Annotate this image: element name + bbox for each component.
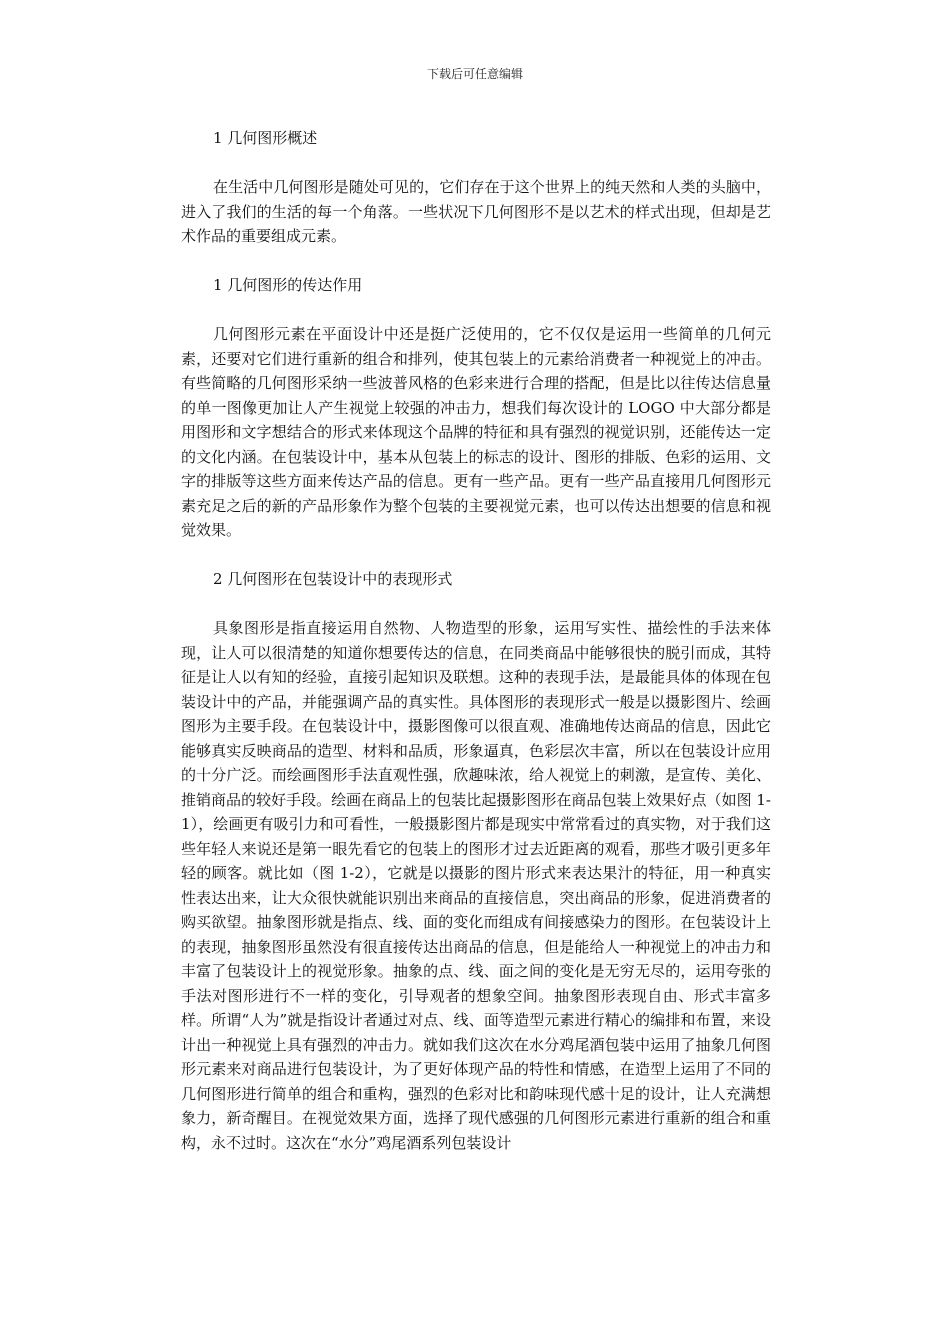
spacer xyxy=(181,592,771,617)
section-paragraph: 具象图形是指直接运用自然物、人物造型的形象，运用写实性、描绘性的手法来体现，让人可以很清楚的知道你想要传达的信息，在同类商品中能够很快的脱引而成，其特征是让人以有知的经验，直接引起知识及联想。这种的表现手法，是最能具体的体现在包装设计中的产品，并能强调产品的真实性。具体图形的表现形式一般是以摄影图片、绘画图形为主要手段。在包装设计中，摄影图像可以很直观、准确地传达商品的信息，因此它能够真实反映商品的造型、材料和品质，形象逼真，色彩层次丰富，所以在包装设计应用的十分广泛。而绘画图形手法直观性强，欣趣味浓，给人视觉上的刺激，是宣传、美化、推销商品的较好手段。绘画在商品上的包装比起摄影图形在商品包装上效果好点（如图 1-1），绘画更有吸引力和可看性，一般摄影图片都是现实中常常看过的真实物，对于我们这些年轻人来说还是第一眼先看它的包装上的图形才过去近距离的观看，那些才吸引更多年轻的顾客。就比如（图 1-2），它就是以摄影的图片形式来表达果汁的特征，用一种真实性表达出来，让大众很快就能识别出来商品的直接信息，突出商品的形象，促进消费者的购买欲望。抽象图形就是指点、线、面的变化而组成有间接感染力的图形。在包装设计上的表现，抽象图形虽然没有很直接传达出商品的信息，但是能给人一种视觉上的冲击力和丰富了包装设计上的视觉形象。抽象的点、线、面之间的变化是无穷无尽的，运用夸张的手法对图形进行不一样的变化，引导观者的想象空间。抽象图形表现自由、形式丰富多样。所谓“人为”就是指设计者通过对点、线、面等造型元素进行精心的编排和布置，来设计出一种视觉上具有强烈的冲击力。就如我们这次在水分鸡尾酒包装中运用了抽象几何图形元素来对商品进行包装设计，为了更好体现产品的特性和情感，在造型上运用了不同的几何图形进行简单的组合和重构，强烈的色彩对比和韵味现代感十足的设计，让人充满想象力，新奇醒目。在视觉效果方面，选择了现代感强的几何图形元素进行重新的组合和重构，永不过时。这次在“水分”鸡尾酒系列包装设计 xyxy=(181,619,771,1152)
spacer xyxy=(181,249,771,274)
section-heading: 1 几何图形的传达作用 xyxy=(213,276,363,294)
section-heading: 2 几何图形在包装设计中的表现形式 xyxy=(213,570,453,588)
spacer xyxy=(181,543,771,568)
page-header-note: 下载后可任意编辑 xyxy=(426,67,523,81)
spacer xyxy=(181,298,771,323)
section-heading: 1 几何图形概述 xyxy=(213,129,318,147)
spacer xyxy=(181,151,771,176)
document-body xyxy=(181,126,771,1155)
section-paragraph: 几何图形元素在平面设计中还是挺广泛使用的，它不仅仅是运用一些简单的几何元素，还要对它们进行重新的组合和排列，使其包装上的元素给消费者一种视觉上的冲击。有些简略的几何图形采纳一些波普风格的色彩来进行合理的搭配，但是比以往传达信息量的单一图像更加让人产生视觉上较强的冲击力，想我们每次设计的 LOGO 中大部分都是用图形和文字想结合的形式来体现这个品牌的特征和具有强烈的视觉识别，还能传达一定的文化内涵。在包装设计中，基本从包装上的标志的设计、图形的排版、色彩的运用、文字的排版等这些方面来传达产品的信息。更有一些产品。更有一些产品直接用几何图形元素充足之后的新的产品形象作为整个包装的主要视觉元素，也可以传达出想要的信息和视觉效果。 xyxy=(181,325,771,539)
section-paragraph: 在生活中几何图形是随处可见的，它们存在于这个世界上的纯天然和人类的头脑中，进入了我们的生活的每一个角落。一些状况下几何图形不是以艺术的样式出现，但却是艺术作品的重要组成元素。 xyxy=(181,178,771,245)
